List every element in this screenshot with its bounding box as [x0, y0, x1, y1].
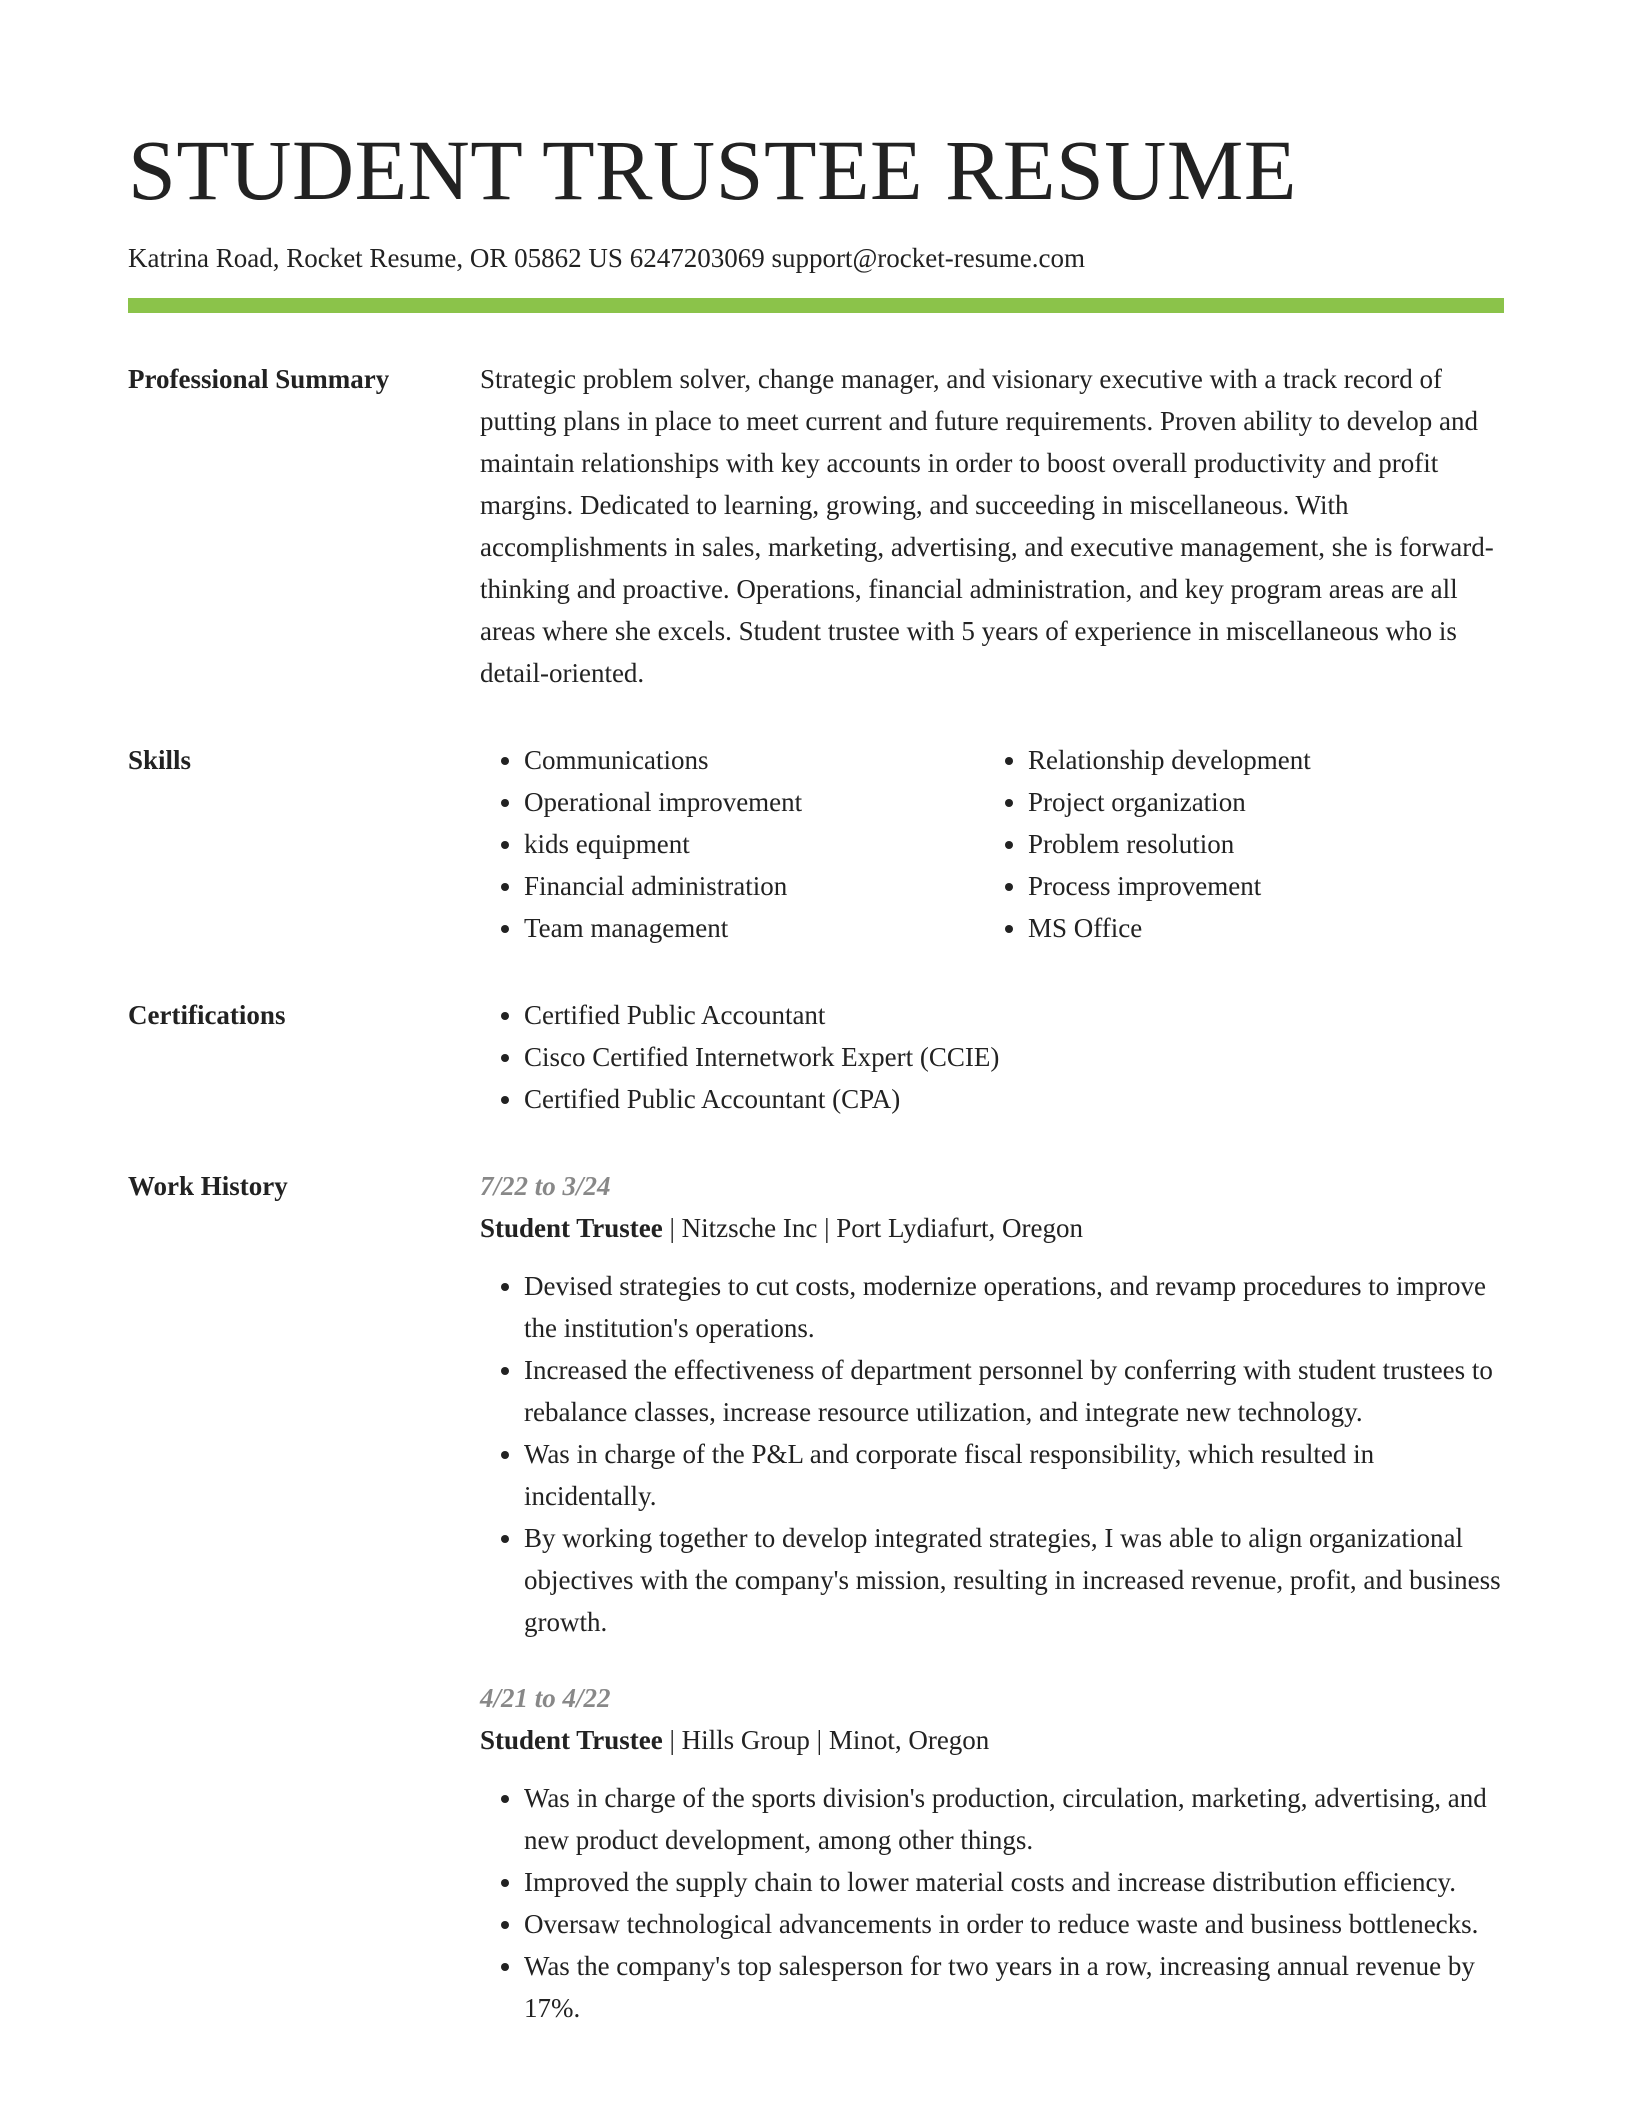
job-dates: 4/21 to 4/22: [480, 1683, 611, 1713]
skill-item: • Communications: [524, 739, 984, 781]
job-location: Minot, Oregon: [828, 1725, 990, 1755]
job-entry: [480, 1165, 1504, 1643]
certification-item: • Cisco Certified Internetwork Expert (CCIE): [524, 1036, 1504, 1078]
job-separator: |: [662, 1725, 682, 1755]
job-heading: [480, 1719, 1504, 1761]
work-history-body: [480, 1165, 1504, 2029]
certifications-section: [128, 994, 1504, 1120]
job-bullet: • Was in charge of the sports division's production, circulation, marketing, advertising, and new product development, among other things.: [524, 1777, 1504, 1861]
section-label-skills: Skills: [128, 745, 192, 775]
certifications-list: [480, 994, 1504, 1120]
resume-page: [128, 120, 1504, 2029]
job-bullet: • By working together to develop integrated strategies, I was able to align organizational objectives with the company's mission, resulting in increased revenue, profit, and business growth.: [524, 1517, 1504, 1643]
job-company: Nitzsche Inc: [681, 1213, 818, 1243]
job-bullet: • Devised strategies to cut costs, modernize operations, and revamp procedures to improve the institution's operations.: [524, 1265, 1504, 1349]
job-bullet: • Was the company's top salesperson for two years in a row, increasing annual revenue by 17%.: [524, 1945, 1504, 2029]
accent-divider: [128, 298, 1504, 313]
skill-item: • Project organization: [1028, 781, 1488, 823]
job-separator: |: [662, 1213, 682, 1243]
skill-item: • Operational improvement: [524, 781, 984, 823]
certification-item: • Certified Public Accountant (CPA): [524, 1078, 1504, 1120]
section-label-certifications: Certifications: [128, 1000, 286, 1030]
summary-section: [128, 358, 1504, 694]
skill-item: • MS Office: [1028, 907, 1488, 949]
job-bullet: • Improved the supply chain to lower material costs and increase distribution efficiency.: [524, 1861, 1504, 1903]
work-history-section: [128, 1165, 1504, 2029]
skill-item: • Relationship development: [1028, 739, 1488, 781]
job-separator: |: [817, 1213, 837, 1243]
skill-item: • kids equipment: [524, 823, 984, 865]
section-label-summary: Professional Summary: [128, 364, 390, 394]
job-heading: [480, 1207, 1504, 1249]
job-role: Student Trustee: [480, 1213, 663, 1243]
skills-list-right: [984, 739, 1488, 949]
skill-item: • Financial administration: [524, 865, 984, 907]
summary-body: [480, 358, 1504, 694]
job-bullets: [480, 1265, 1504, 1643]
job-location: Port Lydiafurt, Oregon: [836, 1213, 1083, 1243]
job-company: Hills Group: [681, 1725, 810, 1755]
job-bullet: • Oversaw technological advancements in order to reduce waste and business bottlenecks.: [524, 1903, 1504, 1945]
skills-list-left: [480, 739, 984, 949]
job-bullets: [480, 1777, 1504, 2029]
section-label-work-history: Work History: [128, 1171, 288, 1201]
skills-grid: [480, 739, 1504, 949]
skill-item: • Process improvement: [1028, 865, 1488, 907]
job-separator: |: [809, 1725, 829, 1755]
contact-line: Katrina Road, Rocket Resume, OR 05862 US 6247203069 support@rocket-resume.com: [128, 243, 1085, 273]
skill-item: • Problem resolution: [1028, 823, 1488, 865]
certifications-body: [480, 994, 1504, 1120]
job-dates: 7/22 to 3/24: [480, 1171, 611, 1201]
resume-title: STUDENT TRUSTEE RESUME: [128, 122, 1297, 218]
summary-text: Strategic problem solver, change manager, and visionary executive with a track record of putting plans in place to meet current and future requirements. Proven ability to develop and maintain relationships with key accounts in order to boost overall productivity and profit margins. Dedicated to learning, growing, and succeeding in miscellaneous. With accomplishments in sales, marketing, advertising, and executive management, she is forward-thinking and proactive. Operations, financial administration, and key program areas are all areas where she excels. Student trustee with 5 years of experience in miscellaneous who is detail-oriented.: [480, 364, 1494, 688]
job-role: Student Trustee: [480, 1725, 663, 1755]
job-bullet: • Increased the effectiveness of department personnel by conferring with student trustees to rebalance classes, increase resource utilization, and integrate new technology.: [524, 1349, 1504, 1433]
job-entry: [480, 1677, 1504, 2029]
certification-item: • Certified Public Accountant: [524, 994, 1504, 1036]
skill-item: • Team management: [524, 907, 984, 949]
skills-section: [128, 739, 1504, 949]
job-bullet: • Was in charge of the P&L and corporate fiscal responsibility, which resulted in incidentally.: [524, 1433, 1504, 1517]
